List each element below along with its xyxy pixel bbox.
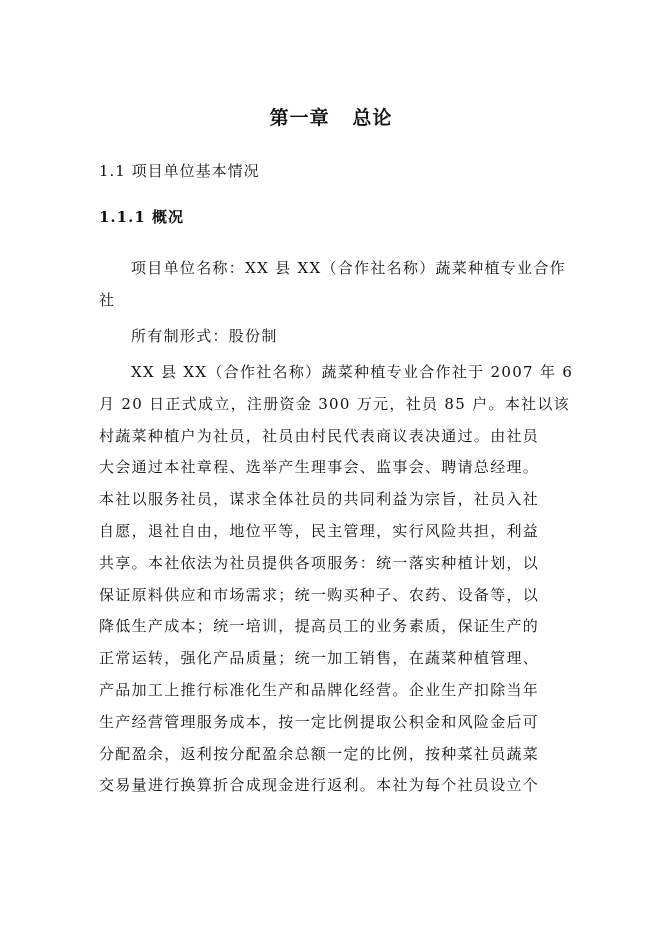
section-heading: 1.1 项目单位基本情况 [99,162,260,180]
paragraph-line: 所有制形式：股份制 [131,327,278,345]
chapter-title: 第一章 总论 [269,107,393,129]
paragraph-line: 社 [99,290,116,309]
paragraph-line: 共享。本社依法为社员提供各项服务：统一落实种植计划，以 [99,553,540,572]
paragraph-line: 村蔬菜种植户为社员，社员由村民代表商议表决通过。由社员 [99,426,540,445]
paragraph-line: 产品加工上推行标准化生产和品牌化经营。企业生产扣除当年 [99,680,540,699]
paragraph-line: 项目单位名称：XX 县 XX（合作社名称）蔬菜种植专业合作 [131,259,566,277]
paragraph-line: 降低生产成本；统一培训，提高员工的业务素质，保证生产的 [99,617,540,636]
paragraph-line: 本社以服务社员，谋求全体社员的共同利益为宗旨，社员入社 [99,490,540,509]
paragraph-ownership [99,321,569,353]
paragraph-line: 月 20 日正式成立，注册资金 300 万元，社员 85 户。本社以该 [99,394,570,413]
paragraph-line: 大会通过本社章程、选举产生理事会、监事会、聘请总经理。 [99,458,540,477]
paragraph-line: 自愿，退社自由，地位平等，民主管理，实行风险共担，利益 [99,521,540,540]
paragraph-line: 分配盈余，返利按分配盈余总额一定的比例，按种菜社员蔬菜 [99,744,540,763]
paragraph-line: 生产经营管理服务成本，按一定比例提取公积金和风险金后可 [99,712,540,731]
paragraph-line: XX 县 XX（合作社名称）蔬菜种植专业合作社于 2007 年 6 [131,363,574,381]
paragraph-main [99,357,574,802]
paragraph-line: 保证原料供应和市场需求；统一购买种子、农药、设备等，以 [99,585,540,604]
subsection-heading: 1.1.1 概况 [99,208,184,226]
paragraph-line: 交易量进行换算折合成现金进行返利。本社为每个社员设立个 [99,776,540,795]
paragraph-unit-name [99,253,569,317]
paragraph-line: 正常运转，强化产品质量；统一加工销售，在蔬菜种植管理、 [99,649,540,668]
